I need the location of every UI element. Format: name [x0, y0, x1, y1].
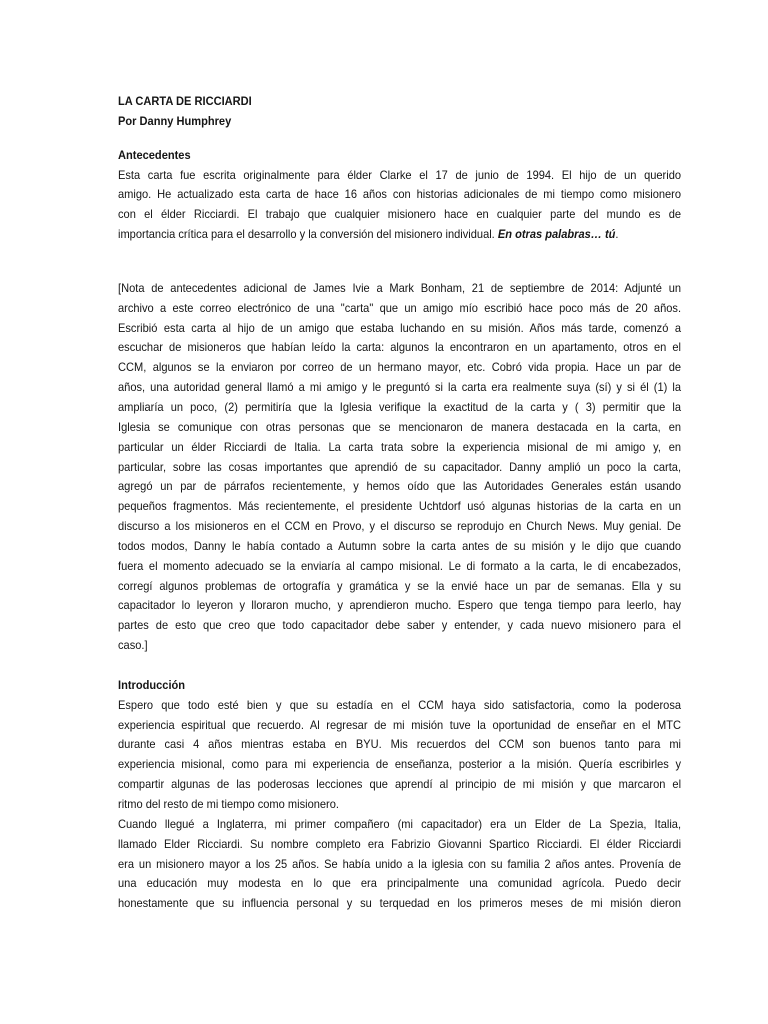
line-text: particular un élder Ricciardi de Italia. La carta trata sobre la experiencia misional de mi amigo y, en	[118, 439, 682, 454]
line-text: ampliaría un poco, (2) permitiría que la Iglesia verifique la exactitud de la carta y ( 3) permitir que la	[118, 399, 682, 414]
section-heading-antecedentes	[118, 146, 681, 166]
line-text: [Nota de antecedentes adicional de James Ivie a Mark Bonham, 21 de septiembre de 2014: Adjunté un	[118, 280, 682, 295]
text-line	[118, 815, 681, 835]
line-text: Cuando llegué a Inglaterra, mi primer compañero (mi capacitador) era un Elder de La Spezia, Italia,	[118, 816, 682, 831]
text-line	[118, 279, 681, 299]
text-line	[118, 166, 681, 186]
text-line	[118, 557, 681, 577]
text-line	[118, 185, 681, 205]
text-line	[118, 299, 681, 319]
line-text: Escribió esta carta al hijo de un amigo que estaba luchando en su misión. Años más tarde, comenzó a	[118, 320, 682, 335]
line-text: una educación muy modesta en lo que era principalmente una comunidad agrícola. Puedo decir	[118, 876, 682, 891]
text-line	[118, 755, 681, 775]
text-line	[118, 596, 681, 616]
line-text: todos modos, Danny le había contado a Autumn sobre la carta antes de su misión y le dijo que cuando	[118, 538, 682, 553]
line-text: con el élder Ricciardi. El trabajo que cualquier misionero hace en cualquier parte del mundo es de	[118, 207, 682, 222]
emphasized-text: En otras palabras… tú	[497, 227, 616, 242]
line-segment: importancia crítica para el desarrollo y la conversión del misionero individual.	[118, 227, 495, 242]
document-title	[118, 92, 681, 112]
line-text: experiencia misional, como para mi experiencia de enseñanza, posterior a la misión. Quería escribirles y	[118, 757, 682, 772]
text-line	[118, 735, 681, 755]
introduccion-paragraph	[118, 696, 681, 815]
text-line	[118, 716, 681, 736]
text-line	[118, 517, 681, 537]
line-text: amigo. He actualizado esta carta de hace 16 años con historias adicionales de mi tiempo como misionero	[118, 187, 682, 202]
line-text: archivo a este correo electrónico de una "carta" que un amigo mío escribió hace poco más de 20 años.	[118, 300, 682, 315]
line-text: capacitador lo leyeron y lloraron mucho, y aprendieron mucho. Espero que tenga tiempo para leerlo, hay	[118, 598, 682, 613]
line-text: CCM, algunos se la enviaron por correo de un hermano mayor, etc. Cobró vida propia. Hace un par de	[118, 360, 682, 375]
line-text: agregó un par de párrafos recientemente, y hemos oído que las Autoridades Generales están usando	[118, 479, 682, 494]
line-text: llamado Elder Ricciardi. Su nombre completo era Fabrizio Giovanni Spartico Ricciardi. El élder Ricciardi	[118, 836, 682, 851]
line-text	[118, 225, 681, 245]
line-text: pequeños fragmentos. Más recientemente, el presidente Uchtdorf usó algunas historias de la carta en un	[118, 499, 682, 514]
line-segment: .	[615, 227, 619, 242]
text-line	[118, 398, 681, 418]
line-text: Espero que todo esté bien y que su estadía en el CCM haya sido satisfactoria, como la poderosa	[118, 697, 682, 712]
text-line	[118, 497, 681, 517]
text-line	[118, 894, 681, 914]
line-text: discurso a los misioneros en el CCM en Provo, y el discurso se reprodujo en Church News. Muy genial. De	[118, 519, 682, 534]
introduccion-paragraph	[118, 815, 681, 914]
section-heading-text: Antecedentes	[118, 147, 191, 162]
antecedentes-paragraph	[118, 166, 681, 245]
text-line	[118, 458, 681, 478]
text-line	[118, 835, 681, 855]
text-line	[118, 874, 681, 894]
line-text: caso.]	[118, 638, 148, 653]
document-byline	[118, 112, 681, 132]
text-line	[118, 319, 681, 339]
text-line	[118, 338, 681, 358]
text-line	[118, 537, 681, 557]
text-line	[118, 358, 681, 378]
text-line	[118, 438, 681, 458]
line-text: particular, sobre las cosas importantes que aprendió de su capacitador. Danny amplió un poco la carta,	[118, 459, 682, 474]
text-line	[118, 205, 681, 225]
text-line	[118, 696, 681, 716]
document-byline-text: Por Danny Humphrey	[118, 113, 232, 128]
line-text: Esta carta fue escrita originalmente para élder Clarke el 17 de junio de 1994. El hijo de un querido	[118, 167, 682, 182]
line-text: compartir algunas de las poderosas lecciones que aprendí al principio de mi misión y que marcaron el	[118, 777, 682, 792]
line-text: durante casi 4 años mientras estaba en BYU. Mis recuerdos del CCM son buenos tanto para mi	[118, 737, 682, 752]
line-text: honestamente que su influencia personal y su terquedad en los primeros meses de mi misión dieron	[118, 896, 682, 911]
text-line	[118, 636, 681, 656]
text-line	[118, 616, 681, 636]
text-line	[118, 855, 681, 875]
line-text: era un misionero mayor a los 25 años. Se había unido a la iglesia con su familia 2 años antes. Provenía de	[118, 856, 682, 871]
line-text: partes de esto que creo que todo capacitador debe saber y entender, y cada nuevo misionero para el	[118, 618, 682, 633]
text-line	[118, 378, 681, 398]
document-body	[118, 92, 681, 914]
background-note-paragraph	[118, 279, 681, 656]
section-heading-introduccion	[118, 676, 681, 696]
line-text: fuera el momento adecuado se la enviaría al campo misional. Le di formato a la carta, le di encabezados,	[118, 558, 682, 573]
line-text: escuchar de misioneros que habían leído la carta: algunos la encontraron en un apartamento, otros en el	[118, 340, 682, 355]
section-heading-text: Introducción	[118, 677, 186, 692]
text-line	[118, 775, 681, 795]
document-title-text: LA CARTA DE RICCIARDI	[118, 94, 252, 108]
line-text: ritmo del resto de mi tiempo como misionero.	[118, 797, 339, 811]
text-line	[118, 477, 681, 497]
text-line	[118, 418, 681, 438]
line-text: Iglesia se comunique con otras personas que se mencionaron de manera destacada en la carta, en	[118, 419, 682, 434]
line-text: corregí algunos problemas de ortografía y gramática y se la envié hace un par de semanas. Ella y su	[118, 578, 682, 593]
line-text: años, una autoridad general llamó a mi amigo y le preguntó si la carta era realmente suya (sí) y si él (1) la	[118, 380, 682, 395]
text-line	[118, 225, 681, 245]
text-line	[118, 795, 681, 815]
line-text: experiencia espiritual que recuerdo. Al regresar de mi misión tuve la oportunidad de enseñar en el MTC	[118, 717, 682, 732]
text-line	[118, 577, 681, 597]
